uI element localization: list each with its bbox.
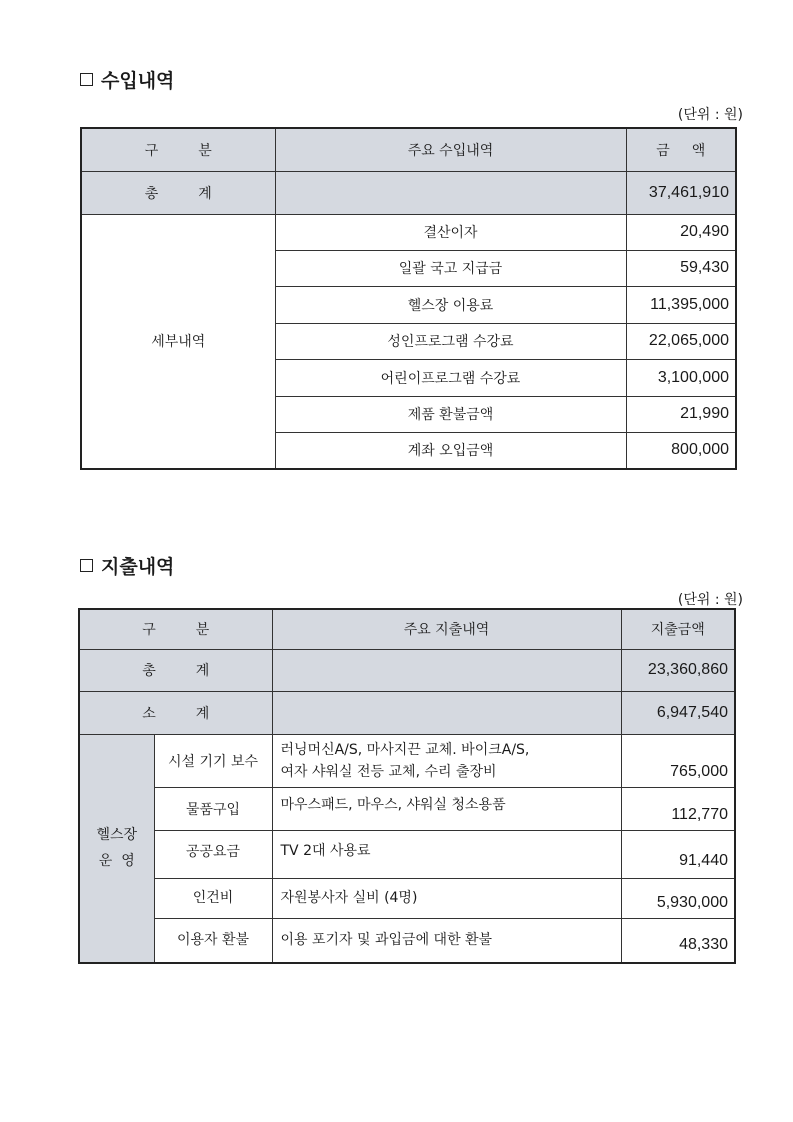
expense-category: 시설 기기 보수: [154, 734, 272, 787]
table-row: [79, 830, 735, 878]
expense-detail: 마우스패드, 마우스, 샤워실 청소용품: [272, 787, 621, 830]
income-detail: 계좌 오입금액: [275, 432, 626, 469]
expense-subtotal-detail: [272, 691, 621, 734]
expense-header-detail: 주요 지출내역: [272, 609, 621, 649]
income-unit-label: (단위 : 원): [677, 107, 743, 123]
expense-section-title: [80, 552, 174, 579]
expense-subtotal-label: 소 계: [79, 691, 272, 734]
expense-total-detail: [272, 649, 621, 691]
income-section-title: [80, 66, 174, 93]
table-row: [79, 734, 735, 787]
table-row: [79, 918, 735, 963]
expense-detail: 러닝머신A/S, 마사지끈 교체. 바이크A/S, 여자 샤워실 전등 교체, 수리 출장비: [272, 734, 621, 787]
income-detail: 제품 환불금액: [275, 396, 626, 432]
income-total-detail: [275, 171, 626, 214]
income-detail: 성인프로그램 수강료: [275, 323, 626, 359]
expense-title-text: 지출내역: [101, 556, 175, 578]
expense-category: 물품구입: [154, 787, 272, 830]
income-table: [80, 127, 737, 470]
income-group-label: 세부내역: [81, 214, 275, 469]
income-header-category: 구 분: [81, 128, 275, 171]
checkbox-icon: [80, 559, 93, 572]
income-detail: 어린이프로그램 수강료: [275, 359, 626, 396]
income-header-amount: 금 액: [626, 128, 736, 171]
income-amount: 800,000: [626, 432, 736, 469]
checkbox-icon: [80, 73, 93, 86]
expense-category: 이용자 환불: [154, 918, 272, 963]
income-amount: 20,490: [626, 214, 736, 250]
income-detail: 헬스장 이용료: [275, 286, 626, 323]
income-total-row: [81, 171, 736, 214]
expense-category: 인건비: [154, 878, 272, 918]
table-row: [81, 214, 736, 250]
expense-detail: 이용 포기자 및 과입금에 대한 환불: [272, 918, 621, 963]
expense-group-label: 헬스장 운 영: [79, 734, 154, 963]
table-row: [79, 787, 735, 830]
expense-header-category: 구 분: [79, 609, 272, 649]
income-title-text: 수입내역: [101, 70, 175, 92]
expense-subtotal-row: [79, 691, 735, 734]
expense-subtotal-amount: 6,947,540: [621, 691, 735, 734]
income-amount: 21,990: [626, 396, 736, 432]
income-detail: 결산이자: [275, 214, 626, 250]
expense-amount: 112,770: [621, 787, 735, 830]
expense-amount: 5,930,000: [621, 878, 735, 918]
expense-total-label: 총 계: [79, 649, 272, 691]
expense-detail: TV 2대 사용료: [272, 830, 621, 878]
income-amount: 3,100,000: [626, 359, 736, 396]
expense-header-amount: 지출금액: [621, 609, 735, 649]
income-detail: 일괄 국고 지급금: [275, 250, 626, 286]
expense-amount: 48,330: [621, 918, 735, 963]
expense-total-row: [79, 649, 735, 691]
expense-total-amount: 23,360,860: [621, 649, 735, 691]
income-total-label: 총 계: [81, 171, 275, 214]
income-header-detail: 주요 수입내역: [275, 128, 626, 171]
expense-unit-label: (단위 : 원): [677, 592, 743, 608]
expense-amount: 765,000: [621, 734, 735, 787]
expense-amount: 91,440: [621, 830, 735, 878]
expense-category: 공공요금: [154, 830, 272, 878]
income-amount: 11,395,000: [626, 286, 736, 323]
expense-table: [78, 608, 736, 964]
expense-detail: 자원봉사자 실비 (4명): [272, 878, 621, 918]
income-total-amount: 37,461,910: [626, 171, 736, 214]
income-amount: 59,430: [626, 250, 736, 286]
table-row: [79, 878, 735, 918]
income-header-row: [81, 128, 736, 171]
expense-header-row: [79, 609, 735, 649]
income-amount: 22,065,000: [626, 323, 736, 359]
